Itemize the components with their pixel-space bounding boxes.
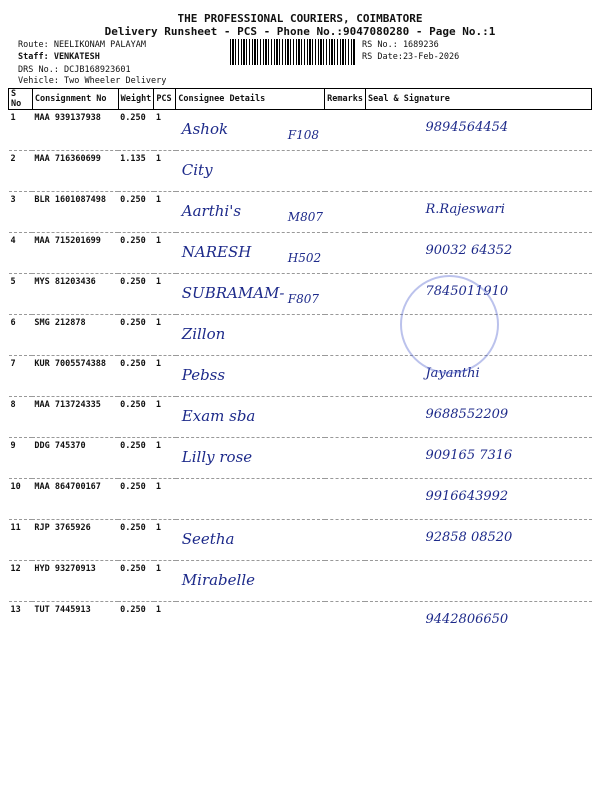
table-row [9, 397, 592, 438]
page-title: THE PROFESSIONAL COURIERS, COIMBATORE [177, 12, 423, 25]
consignee-handwriting: Exam sba [181, 407, 256, 425]
flat-number-handwriting: F807 [287, 292, 320, 306]
row-pcs: 1 [154, 192, 176, 233]
drs-label: DRS No.: DCJB168923601 [18, 65, 131, 75]
signature-handwriting: 9894564454 [425, 120, 509, 135]
rs-no-label: RS No.: 1689236 [362, 40, 439, 50]
table-row [9, 561, 592, 602]
rs-date-label: RS Date:23-Feb-2026 [362, 52, 460, 62]
row-pcs: 1 [154, 233, 176, 274]
row-pcs: 1 [154, 274, 176, 315]
runsheet-table [8, 88, 592, 642]
table-row [9, 110, 592, 151]
signature-handwriting: 7845011910 [425, 284, 509, 299]
signature-handwriting: Jayanthi [425, 366, 480, 381]
row-consignment-no: KUR 7005574388 [32, 356, 118, 397]
row-sno: 7 [9, 356, 33, 397]
row-consignment-no: BLR 1601087498 [32, 192, 118, 233]
row-pcs: 1 [154, 438, 176, 479]
row-remarks [325, 397, 366, 438]
row-sno: 10 [9, 479, 33, 520]
signature-handwriting: 909165 7316 [425, 448, 513, 463]
row-consignment-no: MAA 713724335 [32, 397, 118, 438]
row-weight: 0.250 [118, 315, 154, 356]
row-remarks [325, 110, 366, 151]
row-weight: 0.250 [118, 356, 154, 397]
row-consignment-no: MAA 716360699 [32, 151, 118, 192]
row-consignment-no: SMG 212878 [32, 315, 118, 356]
page-subtitle: Delivery Runsheet - PCS - Phone No.:9047080280 - Page No.:1 [104, 25, 496, 38]
row-signature [365, 192, 591, 233]
flat-number-handwriting: F108 [287, 128, 320, 142]
row-remarks [325, 602, 366, 643]
row-weight: 0.250 [118, 438, 154, 479]
col-header-consignee: Consignee Details [176, 89, 325, 110]
row-weight: 0.250 [118, 602, 154, 643]
row-consignee [176, 315, 325, 356]
row-weight: 0.250 [118, 192, 154, 233]
row-weight: 0.250 [118, 110, 154, 151]
row-remarks [325, 151, 366, 192]
row-remarks [325, 561, 366, 602]
row-sno: 4 [9, 233, 33, 274]
row-weight: 0.250 [118, 233, 154, 274]
col-header-signature: Seal & Signature [365, 89, 591, 110]
row-consignment-no: MAA 715201699 [32, 233, 118, 274]
consignee-handwriting: Ashok [181, 120, 229, 138]
row-consignment-no: TUT 7445913 [32, 602, 118, 643]
row-remarks [325, 438, 366, 479]
row-remarks [325, 356, 366, 397]
row-consignment-no: DDG 745370 [32, 438, 118, 479]
row-sno: 8 [9, 397, 33, 438]
col-header-weight: Weight [118, 89, 154, 110]
row-consignment-no: MAA 864700167 [32, 479, 118, 520]
route-label: Route: NEELIKONAM PALAYAM [18, 40, 146, 50]
row-consignment-no: MAA 939137938 [32, 110, 118, 151]
courier-stamp [400, 275, 499, 374]
flat-number-handwriting: H502 [287, 251, 322, 265]
row-weight: 1.135 [118, 151, 154, 192]
row-consignee [176, 151, 325, 192]
signature-handwriting: 9916643992 [425, 489, 509, 504]
staff-label: Staff: VENKATESH [18, 52, 100, 62]
row-consignment-no: HYD 93270913 [32, 561, 118, 602]
row-consignee [176, 233, 325, 274]
consignee-handwriting: City [181, 161, 213, 179]
row-consignee [176, 274, 325, 315]
row-weight: 0.250 [118, 274, 154, 315]
row-pcs: 1 [154, 397, 176, 438]
table-row [9, 356, 592, 397]
row-sno: 1 [9, 110, 33, 151]
barcode [230, 39, 356, 65]
row-signature [365, 151, 591, 192]
row-pcs: 1 [154, 520, 176, 561]
table-row [9, 479, 592, 520]
row-weight: 0.250 [118, 520, 154, 561]
row-remarks [325, 520, 366, 561]
row-signature [365, 520, 591, 561]
consignee-handwriting: Aarthi's [181, 202, 242, 220]
table-row [9, 315, 592, 356]
col-header-pcs: PCS [154, 89, 176, 110]
row-signature [365, 233, 591, 274]
row-consignee [176, 438, 325, 479]
row-sno: 6 [9, 315, 33, 356]
row-consignee [176, 397, 325, 438]
table-row [9, 438, 592, 479]
row-consignee [176, 520, 325, 561]
col-header-sno: S No [9, 89, 33, 110]
row-remarks [325, 315, 366, 356]
row-signature [365, 602, 591, 643]
consignee-handwriting: Mirabelle [181, 571, 256, 589]
row-sno: 5 [9, 274, 33, 315]
table-row [9, 151, 592, 192]
row-consignee [176, 479, 325, 520]
row-sno: 9 [9, 438, 33, 479]
row-pcs: 1 [154, 151, 176, 192]
signature-handwriting: 9688552209 [425, 407, 509, 422]
signature-handwriting: R.Rajeswari [425, 202, 505, 217]
row-sno: 2 [9, 151, 33, 192]
row-signature [365, 479, 591, 520]
vehicle-label: Vehicle: Two Wheeler Delivery [18, 76, 167, 86]
row-consignee [176, 110, 325, 151]
row-pcs: 1 [154, 479, 176, 520]
consignee-handwriting: NARESH [181, 243, 252, 261]
row-sno: 3 [9, 192, 33, 233]
table-row [9, 233, 592, 274]
col-header-remarks: Remarks [325, 89, 366, 110]
flat-number-handwriting: M807 [287, 210, 323, 224]
table-header-row [9, 89, 592, 110]
consignee-handwriting: Pebss [181, 366, 226, 384]
consignee-handwriting: Seetha [181, 530, 235, 548]
signature-handwriting: 92858 08520 [425, 530, 513, 545]
row-pcs: 1 [154, 356, 176, 397]
row-sno: 13 [9, 602, 33, 643]
consignee-handwriting: Lilly rose [181, 448, 253, 466]
row-remarks [325, 233, 366, 274]
col-header-consignment: Consignment No [32, 89, 118, 110]
row-consignment-no: RJP 3765926 [32, 520, 118, 561]
table-row [9, 192, 592, 233]
row-remarks [325, 479, 366, 520]
row-sno: 11 [9, 520, 33, 561]
row-signature [365, 110, 591, 151]
row-pcs: 1 [154, 110, 176, 151]
row-remarks [325, 274, 366, 315]
row-consignee [176, 356, 325, 397]
row-consignee [176, 602, 325, 643]
row-weight: 0.250 [118, 397, 154, 438]
consignee-handwriting: SUBRAMAM- [181, 284, 285, 302]
row-weight: 0.250 [118, 479, 154, 520]
row-consignee [176, 561, 325, 602]
table-row [9, 520, 592, 561]
row-consignee [176, 192, 325, 233]
row-signature [365, 561, 591, 602]
table-row [9, 602, 592, 643]
row-remarks [325, 192, 366, 233]
row-sno: 12 [9, 561, 33, 602]
row-consignment-no: MYS 81203436 [32, 274, 118, 315]
row-signature [365, 397, 591, 438]
row-pcs: 1 [154, 561, 176, 602]
row-pcs: 1 [154, 602, 176, 643]
table-row [9, 274, 592, 315]
row-signature [365, 438, 591, 479]
signature-handwriting: 90032 64352 [425, 243, 513, 258]
signature-handwriting: 9442806650 [425, 612, 509, 627]
consignee-handwriting: Zillon [181, 325, 226, 343]
row-weight: 0.250 [118, 561, 154, 602]
row-pcs: 1 [154, 315, 176, 356]
